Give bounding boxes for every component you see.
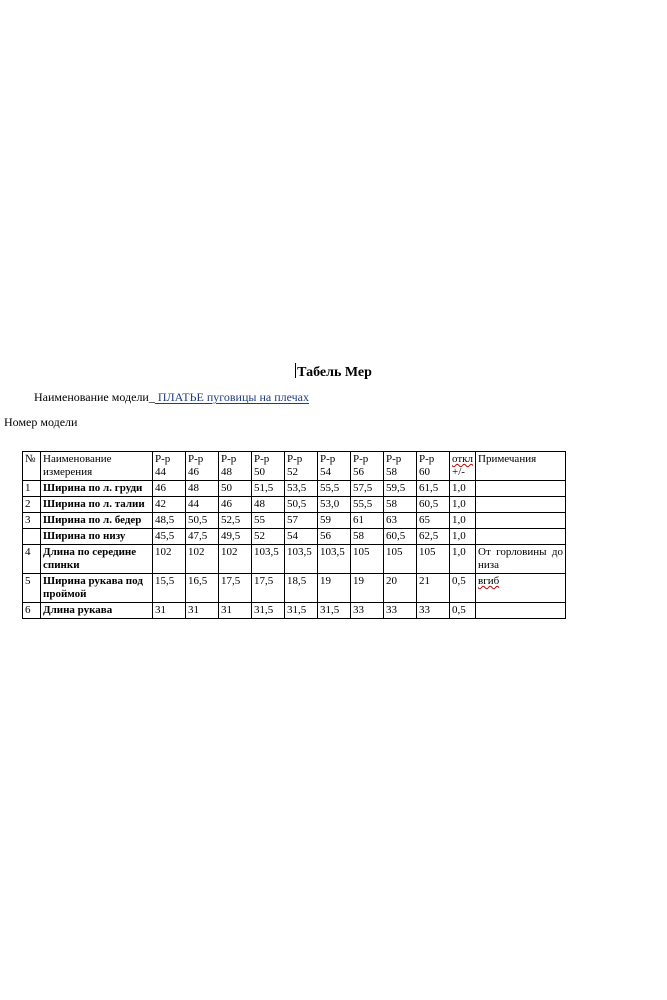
size-value-cell: 61 bbox=[351, 513, 384, 529]
header-tolerance-b: +/- bbox=[452, 466, 465, 478]
tolerance-cell: 0,5 bbox=[450, 574, 476, 603]
header-size-60: Р-р 60 bbox=[417, 452, 450, 481]
size-value-cell: 18,5 bbox=[285, 574, 318, 603]
header-size-50: Р-р 50 bbox=[252, 452, 285, 481]
notes-text: вгиб bbox=[478, 575, 500, 587]
header-tolerance bbox=[450, 452, 476, 481]
size-value-cell: 49,5 bbox=[219, 529, 252, 545]
size-value-cell: 55 bbox=[252, 513, 285, 529]
model-name-separator: _ bbox=[148, 390, 155, 404]
size-value-cell: 19 bbox=[351, 574, 384, 603]
table-row bbox=[23, 545, 566, 574]
size-value-cell: 57,5 bbox=[351, 481, 384, 497]
row-number-cell: 5 bbox=[23, 574, 41, 603]
notes-cell bbox=[476, 529, 566, 545]
size-value-cell: 60,5 bbox=[384, 529, 417, 545]
row-number-cell: 3 bbox=[23, 513, 41, 529]
size-value-cell: 31 bbox=[153, 603, 186, 619]
size-value-cell: 50,5 bbox=[186, 513, 219, 529]
size-value-cell: 57 bbox=[285, 513, 318, 529]
size-value-cell: 59 bbox=[318, 513, 351, 529]
notes-cell bbox=[476, 574, 566, 603]
size-value-cell: 19 bbox=[318, 574, 351, 603]
size-value-cell: 103,5 bbox=[252, 545, 285, 574]
size-value-cell: 54 bbox=[285, 529, 318, 545]
size-value-cell: 33 bbox=[417, 603, 450, 619]
size-value-cell: 102 bbox=[153, 545, 186, 574]
row-number-cell: 4 bbox=[23, 545, 41, 574]
row-number-cell: 6 bbox=[23, 603, 41, 619]
size-value-cell: 50,5 bbox=[285, 497, 318, 513]
header-size-58: Р-р 58 bbox=[384, 452, 417, 481]
size-value-cell: 47,5 bbox=[186, 529, 219, 545]
size-value-cell: 51,5 bbox=[252, 481, 285, 497]
table-row bbox=[23, 497, 566, 513]
size-value-cell: 53,0 bbox=[318, 497, 351, 513]
model-name-label: Наименование модели bbox=[34, 390, 149, 404]
size-value-cell: 42 bbox=[153, 497, 186, 513]
header-size-44: Р-р 44 bbox=[153, 452, 186, 481]
size-value-cell: 17,5 bbox=[252, 574, 285, 603]
size-value-cell: 31,5 bbox=[285, 603, 318, 619]
size-value-cell: 31,5 bbox=[252, 603, 285, 619]
text-cursor bbox=[295, 363, 296, 378]
measurement-name-cell: Ширина рукава под проймой bbox=[41, 574, 153, 603]
header-name: Наименование измерения bbox=[41, 452, 153, 481]
header-num: № bbox=[23, 452, 41, 481]
size-value-cell: 45,5 bbox=[153, 529, 186, 545]
notes-cell bbox=[476, 603, 566, 619]
header-notes: Примечания bbox=[476, 452, 566, 481]
notes-cell bbox=[476, 497, 566, 513]
table-row bbox=[23, 513, 566, 529]
table-row bbox=[23, 603, 566, 619]
size-value-cell: 62,5 bbox=[417, 529, 450, 545]
size-value-cell: 33 bbox=[384, 603, 417, 619]
measurement-name-cell: Ширина по л. бедер bbox=[41, 513, 153, 529]
size-value-cell: 33 bbox=[351, 603, 384, 619]
size-value-cell: 59,5 bbox=[384, 481, 417, 497]
document-title-text: Табель Мер bbox=[297, 365, 372, 380]
size-value-cell: 55,5 bbox=[351, 497, 384, 513]
tolerance-cell: 1,0 bbox=[450, 545, 476, 574]
table-row bbox=[23, 481, 566, 497]
size-value-cell: 105 bbox=[351, 545, 384, 574]
size-value-cell: 105 bbox=[417, 545, 450, 574]
row-number-cell bbox=[23, 529, 41, 545]
notes-cell bbox=[476, 481, 566, 497]
size-value-cell: 20 bbox=[384, 574, 417, 603]
measurement-name-cell: Ширина по низу bbox=[41, 529, 153, 545]
measurement-name-cell: Ширина по л. талии bbox=[41, 497, 153, 513]
size-value-cell: 56 bbox=[318, 529, 351, 545]
size-value-cell: 60,5 bbox=[417, 497, 450, 513]
header-size-48: Р-р 48 bbox=[219, 452, 252, 481]
size-value-cell: 61,5 bbox=[417, 481, 450, 497]
model-number-label: Номер модели bbox=[4, 415, 78, 429]
size-value-cell: 52,5 bbox=[219, 513, 252, 529]
size-value-cell: 48,5 bbox=[153, 513, 186, 529]
tolerance-cell: 1,0 bbox=[450, 513, 476, 529]
tolerance-cell: 0,5 bbox=[450, 603, 476, 619]
tolerance-cell: 1,0 bbox=[450, 481, 476, 497]
header-size-54: Р-р 54 bbox=[318, 452, 351, 481]
measurement-name-cell: Длина рукава bbox=[41, 603, 153, 619]
size-value-cell: 58 bbox=[384, 497, 417, 513]
tolerance-cell: 1,0 bbox=[450, 497, 476, 513]
tolerance-cell: 1,0 bbox=[450, 529, 476, 545]
measurement-name-cell: Длина по середине спинки bbox=[41, 545, 153, 574]
size-value-cell: 48 bbox=[186, 481, 219, 497]
size-value-cell: 46 bbox=[219, 497, 252, 513]
size-value-cell: 55,5 bbox=[318, 481, 351, 497]
header-size-52: Р-р 52 bbox=[285, 452, 318, 481]
size-value-cell: 103,5 bbox=[285, 545, 318, 574]
document-title bbox=[0, 363, 667, 381]
notes-cell bbox=[476, 513, 566, 529]
model-name-value: ПЛАТЬЕ пуговицы на плечах bbox=[154, 390, 309, 404]
measurement-table bbox=[22, 451, 566, 619]
size-value-cell: 31,5 bbox=[318, 603, 351, 619]
size-value-cell: 105 bbox=[384, 545, 417, 574]
size-value-cell: 52 bbox=[252, 529, 285, 545]
size-value-cell: 44 bbox=[186, 497, 219, 513]
notes-cell: От горловины до низа bbox=[476, 545, 566, 574]
size-value-cell: 15,5 bbox=[153, 574, 186, 603]
size-value-cell: 65 bbox=[417, 513, 450, 529]
size-value-cell: 103,5 bbox=[318, 545, 351, 574]
table-header-row bbox=[23, 452, 566, 481]
header-tolerance-a: откл bbox=[452, 453, 473, 465]
size-value-cell: 31 bbox=[219, 603, 252, 619]
table-row bbox=[23, 529, 566, 545]
model-name-line bbox=[34, 390, 309, 405]
size-value-cell: 16,5 bbox=[186, 574, 219, 603]
size-value-cell: 21 bbox=[417, 574, 450, 603]
size-value-cell: 63 bbox=[384, 513, 417, 529]
size-value-cell: 48 bbox=[252, 497, 285, 513]
table-row bbox=[23, 574, 566, 603]
size-value-cell: 102 bbox=[186, 545, 219, 574]
size-value-cell: 31 bbox=[186, 603, 219, 619]
row-number-cell: 2 bbox=[23, 497, 41, 513]
row-number-cell: 1 bbox=[23, 481, 41, 497]
measurement-name-cell: Ширина по л. груди bbox=[41, 481, 153, 497]
header-size-46: Р-р 46 bbox=[186, 452, 219, 481]
size-value-cell: 53,5 bbox=[285, 481, 318, 497]
size-value-cell: 46 bbox=[153, 481, 186, 497]
size-value-cell: 50 bbox=[219, 481, 252, 497]
size-value-cell: 17,5 bbox=[219, 574, 252, 603]
header-size-56: Р-р 56 bbox=[351, 452, 384, 481]
size-value-cell: 58 bbox=[351, 529, 384, 545]
size-value-cell: 102 bbox=[219, 545, 252, 574]
